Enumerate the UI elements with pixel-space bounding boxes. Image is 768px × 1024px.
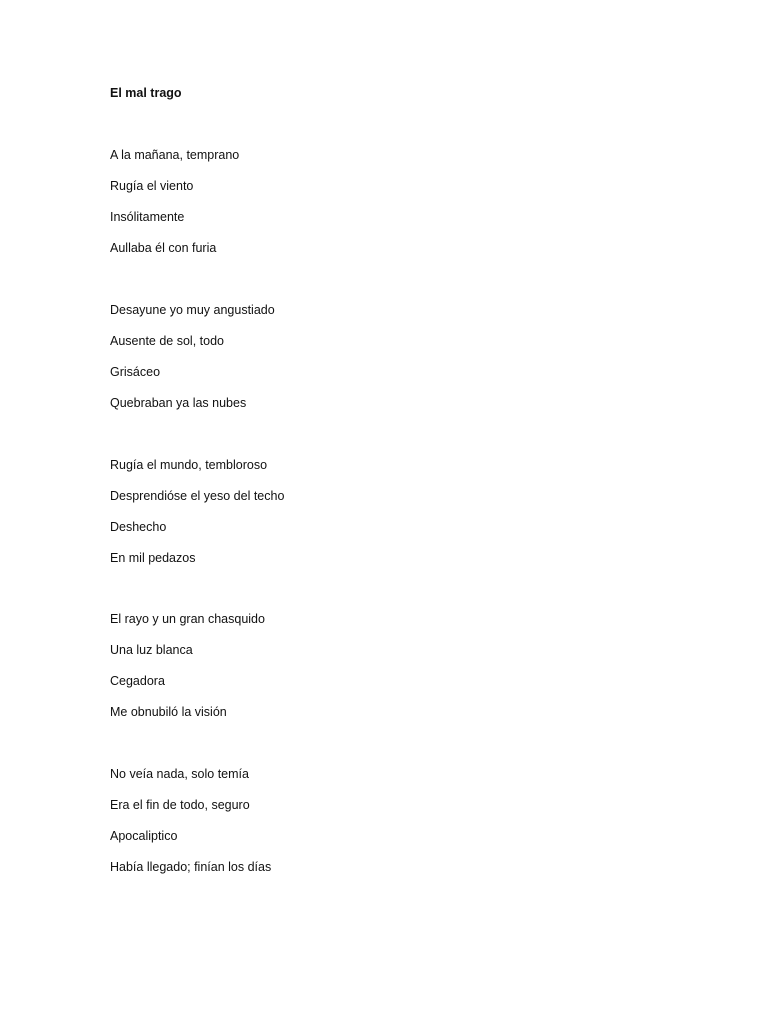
verse-line: Desayune yo muy angustiado xyxy=(110,303,275,317)
verse-line: Apocaliptico xyxy=(110,829,178,843)
verse-line: A la mañana, temprano xyxy=(110,148,240,162)
verse-line: Una luz blanca xyxy=(110,643,193,657)
verse-line: En mil pedazos xyxy=(110,551,196,565)
stanza xyxy=(110,301,275,425)
verse-line: No veía nada, solo temía xyxy=(110,767,249,781)
verse-line: Rugía el mundo, tembloroso xyxy=(110,458,268,472)
verse-line: Aullaba él con furia xyxy=(110,241,217,255)
poem-title: El mal trago xyxy=(110,86,182,100)
verse-line: Había llegado; finían los días xyxy=(110,860,272,874)
stanza xyxy=(110,765,271,889)
verse-line: Quebraban ya las nubes xyxy=(110,396,247,410)
stanza xyxy=(110,146,239,270)
verse-line: Cegadora xyxy=(110,674,165,688)
verse-line: Insólitamente xyxy=(110,210,185,224)
verse-line: Era el fin de todo, seguro xyxy=(110,798,250,812)
stanza xyxy=(110,610,265,734)
verse-line: Ausente de sol, todo xyxy=(110,334,224,348)
stanza xyxy=(110,456,284,580)
verse-line: El rayo y un gran chasquido xyxy=(110,612,265,626)
verse-line: Desprendióse el yeso del techo xyxy=(110,489,285,503)
verse-line: Rugía el viento xyxy=(110,179,194,193)
verse-line: Grisáceo xyxy=(110,365,161,379)
verse-line: Deshecho xyxy=(110,520,167,534)
verse-line: Me obnubiló la visión xyxy=(110,705,227,719)
